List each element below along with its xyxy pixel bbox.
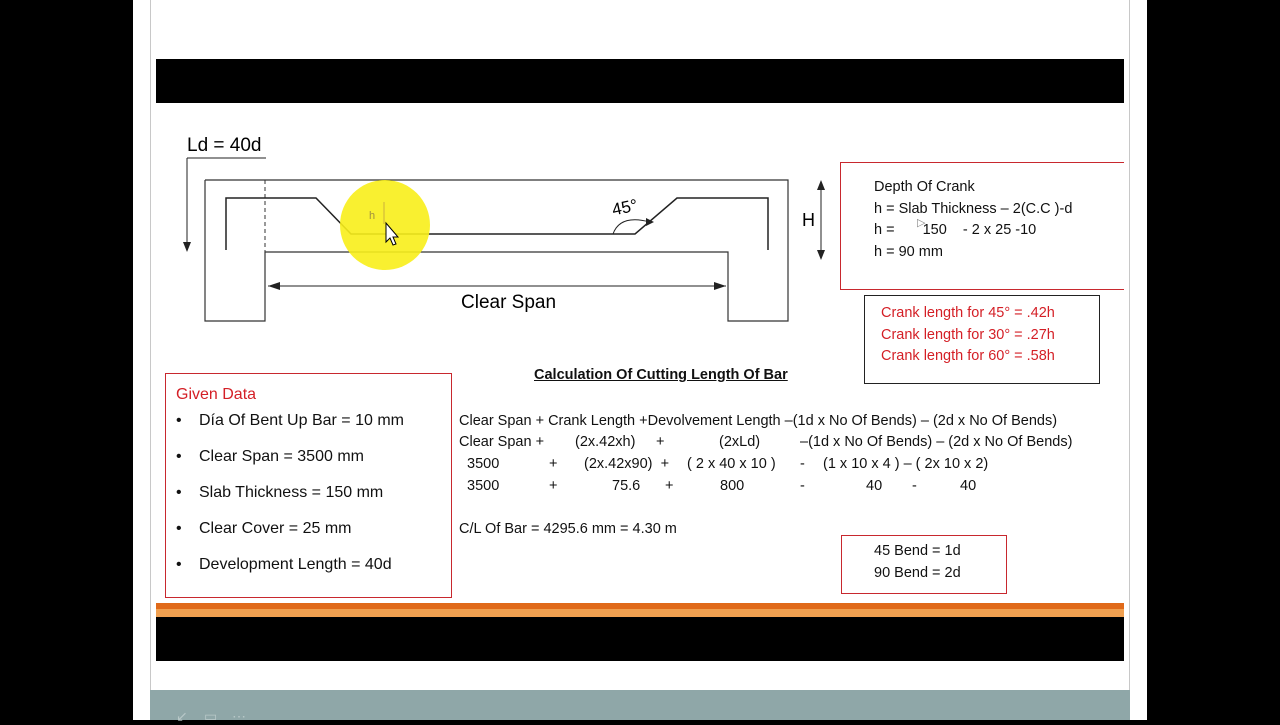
- slides-icon[interactable]: ▭: [204, 708, 218, 724]
- bent-up-bar: [226, 195, 768, 250]
- list-item: • Slab Thickness = 150 mm: [176, 484, 451, 520]
- more-icon[interactable]: ⋯: [232, 708, 246, 724]
- ld-leader: [183, 158, 266, 252]
- cutting-length-result: C/L Of Bar = 4295.6 mm = 4.30 m: [459, 521, 677, 537]
- slide-frame-left: [150, 0, 151, 690]
- list-item: • Día Of Bent Up Bar = 10 mm: [176, 412, 451, 448]
- h-small-label: h: [369, 210, 376, 222]
- previous-icon[interactable]: ↙: [176, 708, 188, 724]
- slide-footer-bar: [156, 617, 1124, 661]
- depth-of-crank-box: [840, 162, 1124, 290]
- given-data-title: Given Data: [176, 386, 257, 403]
- given-data-list: [176, 412, 451, 592]
- depth-substitution: h = 150 - 2 x 25 -10: [874, 222, 1037, 238]
- list-item: • Clear Cover = 25 mm: [176, 520, 451, 556]
- pointer-icon: ▷: [917, 217, 926, 229]
- list-item: • Development Length = 40d: [176, 556, 451, 592]
- height-dimension: [817, 180, 825, 260]
- slab-diagram: [180, 128, 840, 338]
- ld-label: Ld = 40d: [187, 135, 262, 156]
- slide-frame-right: [1129, 0, 1130, 690]
- calculation-title: Calculation Of Cutting Length Of Bar: [534, 367, 788, 383]
- formula-line: Clear Span + Crank Length +Devolvement Length –(1d x No Of Bends) – (2d x No Of Bends): [459, 413, 1058, 429]
- footer-stripe-light: [156, 609, 1124, 617]
- depth-title: Depth Of Crank: [874, 179, 975, 195]
- given-data-box: [165, 373, 452, 598]
- clear-span-dimension: [268, 282, 726, 290]
- crank-length-45: Crank length for 45° = .42h: [881, 305, 1055, 321]
- list-item: • Clear Span = 3500 mm: [176, 448, 451, 484]
- cursor-highlight: [340, 180, 430, 270]
- bend-deduction-box: [841, 535, 1007, 594]
- depth-formula: h = Slab Thickness – 2(C.C )-d: [874, 200, 1073, 217]
- clear-span-label: Clear Span: [461, 292, 557, 313]
- angle-label: 45°: [610, 195, 640, 220]
- height-label: H: [802, 210, 815, 230]
- bend-90: 90 Bend = 2d: [874, 564, 961, 581]
- crank-length-30: Crank length for 30° = .27h: [881, 326, 1055, 343]
- depth-result: h = 90 mm: [874, 243, 943, 260]
- crank-length-60: Crank length for 60° = .58h: [881, 348, 1055, 364]
- player-control-bar[interactable]: [150, 690, 1130, 720]
- bend-45: 45 Bend = 1d: [874, 543, 961, 559]
- crank-length-box: [864, 295, 1100, 384]
- slide-header-bar: [156, 59, 1124, 103]
